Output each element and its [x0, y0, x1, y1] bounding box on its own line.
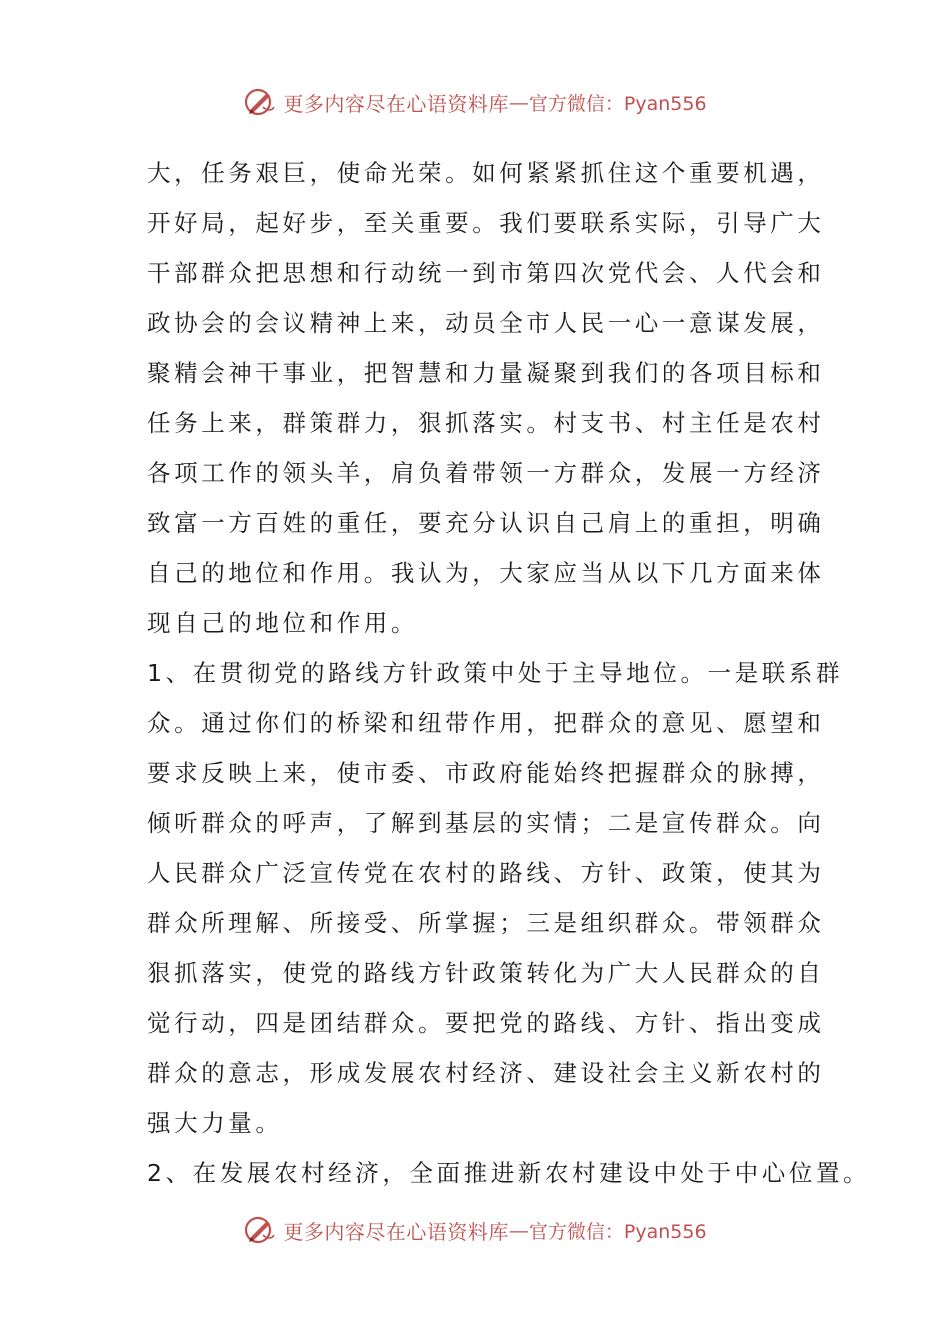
- text-line: 觉行动，四是团结群众。要把党的路线、方针、指出变成: [147, 1009, 825, 1037]
- text-line: 2、在发展农村经济，全面推进新农村建设中处于中心位置。: [147, 1159, 871, 1187]
- document-body: [147, 148, 871, 1198]
- header-banner: [0, 82, 950, 122]
- text-line: 干部群众把思想和行动统一到市第四次党代会、人代会和: [147, 259, 825, 287]
- text-line: 群众所理解、所接受、所掌握；三是组织群众。带领群众: [147, 909, 825, 937]
- text-line: 政协会的会议精神上来，动员全市人民一心一意谋发展，: [147, 309, 825, 337]
- footer-banner: [0, 1210, 950, 1250]
- text-line: 倾听群众的呼声，了解到基层的实情；二是宣传群众。向: [147, 809, 825, 837]
- banner-separator: —: [508, 1218, 529, 1242]
- text-line: 自己的地位和作用。我认为，大家应当从以下几方面来体: [147, 559, 825, 587]
- banner-text: 更多内容尽在心语资料库: [283, 91, 509, 116]
- text-line: 群众的意志，形成发展农村经济、建设社会主义新农村的: [147, 1059, 825, 1087]
- banner-separator: —: [508, 90, 529, 114]
- text-line: 现自己的地位和作用。: [147, 609, 418, 637]
- banner-wechat: 官方微信：Pyan556: [528, 92, 707, 115]
- pen-logo-icon: [243, 85, 277, 119]
- banner-text: 更多内容尽在心语资料库: [283, 1219, 509, 1244]
- text-line: 各项工作的领头羊，肩负着带领一方群众，发展一方经济: [147, 459, 825, 487]
- text-line: 开好局，起好步，至关重要。我们要联系实际，引导广大: [147, 209, 825, 237]
- pen-logo-icon: [243, 1213, 277, 1247]
- text-line: 强大力量。: [147, 1109, 283, 1137]
- text-line: 狠抓落实，使党的路线方针政策转化为广大人民群众的自: [147, 959, 825, 987]
- text-line: 聚精会神干事业，把智慧和力量凝聚到我们的各项目标和: [147, 359, 825, 387]
- text-line: 大，任务艰巨，使命光荣。如何紧紧抓住这个重要机遇，: [147, 159, 825, 187]
- text-line: 要求反映上来，使市委、市政府能始终把握群众的脉搏，: [147, 759, 825, 787]
- text-line: 人民群众广泛宣传党在农村的路线、方针、政策，使其为: [147, 859, 825, 887]
- text-line: 任务上来，群策群力，狠抓落实。村支书、村主任是农村: [147, 409, 825, 437]
- text-line: 众。通过你们的桥梁和纽带作用，把群众的意见、愿望和: [147, 709, 825, 737]
- text-line: 致富一方百姓的重任，要充分认识自己肩上的重担，明确: [147, 509, 825, 537]
- text-line: 1、在贯彻党的路线方针政策中处于主导地位。一是联系群: [147, 659, 844, 687]
- banner-wechat: 官方微信：Pyan556: [528, 1220, 707, 1243]
